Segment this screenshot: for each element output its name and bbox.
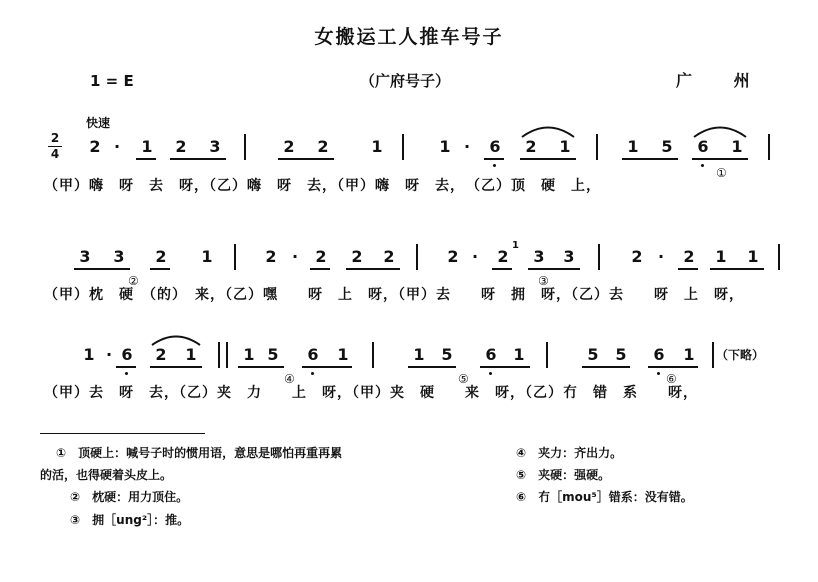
note: 6	[697, 137, 709, 156]
footnote-6: ⑥ 冇［mou⁵］错系：没有错。	[516, 490, 693, 504]
underline	[116, 366, 136, 368]
underline	[648, 366, 698, 368]
note: 3	[79, 247, 91, 266]
low-dot	[311, 372, 314, 375]
note: 3	[113, 247, 125, 266]
note-dot: ·	[657, 247, 665, 266]
underline	[302, 366, 352, 368]
region: 广 州	[676, 71, 768, 90]
time-signature-bottom: 4	[50, 147, 60, 161]
time-signature-top: 2	[50, 131, 60, 145]
underline	[678, 268, 698, 270]
barline	[244, 134, 246, 160]
key-signature: 1 = E	[90, 72, 134, 90]
note: 6	[307, 345, 319, 364]
note: 5	[587, 345, 599, 364]
barline	[778, 244, 780, 270]
barline	[768, 134, 770, 160]
underline	[480, 366, 530, 368]
footnote-4: ④ 夹力：齐出力。	[516, 446, 623, 460]
note: 2	[351, 247, 363, 266]
subtitle: （广府号子）	[360, 72, 451, 90]
note: 6	[489, 137, 501, 156]
underline	[278, 158, 334, 160]
note: 2	[683, 247, 695, 266]
footnote-3: ③ 拥［ung²］：推。	[70, 513, 190, 527]
note: 1	[683, 345, 695, 364]
barline	[234, 244, 236, 270]
note: 1	[337, 345, 349, 364]
footnote-rule	[40, 433, 205, 434]
note-dot: ·	[291, 247, 299, 266]
underline	[692, 158, 748, 160]
note: 6	[121, 345, 133, 364]
note: 1	[559, 137, 571, 156]
underline	[238, 366, 284, 368]
low-dot	[493, 164, 496, 167]
note: 1	[413, 345, 425, 364]
footnote-marker: ①	[716, 166, 727, 180]
note: 3	[563, 247, 575, 266]
note: 1	[747, 247, 759, 266]
underline	[520, 158, 576, 160]
underline	[346, 268, 400, 270]
note: 3	[533, 247, 545, 266]
note: 2	[317, 137, 329, 156]
note: 6	[485, 345, 497, 364]
note: 5	[267, 345, 279, 364]
barline	[712, 342, 714, 368]
note: 2	[525, 137, 537, 156]
omission-note: （下略）	[716, 348, 765, 362]
lyric-line-2: （甲）枕 硬 （的） 来，（乙）嘿 呀 上 呀，（甲）去 呀 拥 呀，（乙）去 呀 上 呀，	[44, 287, 744, 303]
note: 2	[631, 247, 643, 266]
barline	[416, 244, 418, 270]
note: 5	[661, 137, 673, 156]
note: 1	[185, 345, 197, 364]
low-dot	[125, 372, 128, 375]
note-dot: ·	[113, 137, 121, 156]
footnote-5: ⑤ 夹硬：强硬。	[516, 468, 611, 482]
note: 2	[175, 137, 187, 156]
grace-note: 1	[512, 240, 519, 251]
note: 6	[653, 345, 665, 364]
tempo-marking: 快速	[86, 116, 111, 130]
note: 2	[89, 137, 101, 156]
note: 2	[283, 137, 295, 156]
note: 5	[441, 345, 453, 364]
page-title: 女搬运工人推车号子	[314, 26, 504, 48]
footnote-1b: 的活，也得硬着头皮上。	[40, 468, 173, 482]
note: 1	[715, 247, 727, 266]
footnote-2: ② 枕硬：用力顶住。	[70, 490, 189, 504]
note: 1	[371, 137, 383, 156]
note: 2	[383, 247, 395, 266]
underline	[484, 158, 504, 160]
footnote-marker: ⑤	[458, 372, 469, 386]
underline	[150, 366, 202, 368]
footnote-marker: ②	[128, 274, 139, 288]
underline	[310, 268, 330, 270]
underline	[622, 158, 678, 160]
barline	[596, 134, 598, 160]
note: 2	[447, 247, 459, 266]
note: 1	[439, 137, 451, 156]
footnote-marker: ④	[284, 372, 295, 386]
underline	[582, 366, 630, 368]
barline	[546, 342, 548, 368]
low-dot	[701, 164, 704, 167]
note: 2	[315, 247, 327, 266]
note: 2	[497, 247, 509, 266]
note: 1	[141, 137, 153, 156]
underline	[150, 268, 170, 270]
footnote-marker: ③	[538, 274, 549, 288]
barline	[402, 134, 404, 160]
note: 2	[155, 247, 167, 266]
underline	[492, 268, 512, 270]
note: 1	[83, 345, 95, 364]
note: 1	[201, 247, 213, 266]
footnote-1a: ① 顶硬上：喊号子时的惯用语，意思是哪怕再重再累	[56, 446, 343, 460]
footnote-marker: ⑥	[666, 372, 677, 386]
lyric-line-1: （甲）嗨 呀 去 呀，（乙）嗨 呀 去，（甲）嗨 呀 去， （乙）顶 硬 上，	[44, 178, 601, 194]
note: 1	[243, 345, 255, 364]
note-dot: ·	[463, 137, 471, 156]
note: 1	[513, 345, 525, 364]
note: 1	[731, 137, 743, 156]
note-dot: ·	[471, 247, 479, 266]
note: 2	[155, 345, 167, 364]
underline	[136, 158, 156, 160]
lyric-line-3: （甲）去 呀 去，（乙）夹 力 上 呀，（甲）夹 硬 来 呀，（乙）冇 错 系 呀，	[44, 385, 698, 401]
low-dot	[657, 372, 660, 375]
barline	[226, 342, 228, 368]
underline	[74, 268, 130, 270]
underline	[408, 366, 456, 368]
underline	[710, 268, 764, 270]
underline	[528, 268, 580, 270]
note-dot: ·	[105, 345, 113, 364]
note: 2	[265, 247, 277, 266]
barline	[598, 244, 600, 270]
barline	[218, 342, 220, 368]
barline	[372, 342, 374, 368]
low-dot	[489, 372, 492, 375]
note: 1	[627, 137, 639, 156]
underline	[170, 158, 226, 160]
note: 5	[615, 345, 627, 364]
note: 3	[209, 137, 221, 156]
